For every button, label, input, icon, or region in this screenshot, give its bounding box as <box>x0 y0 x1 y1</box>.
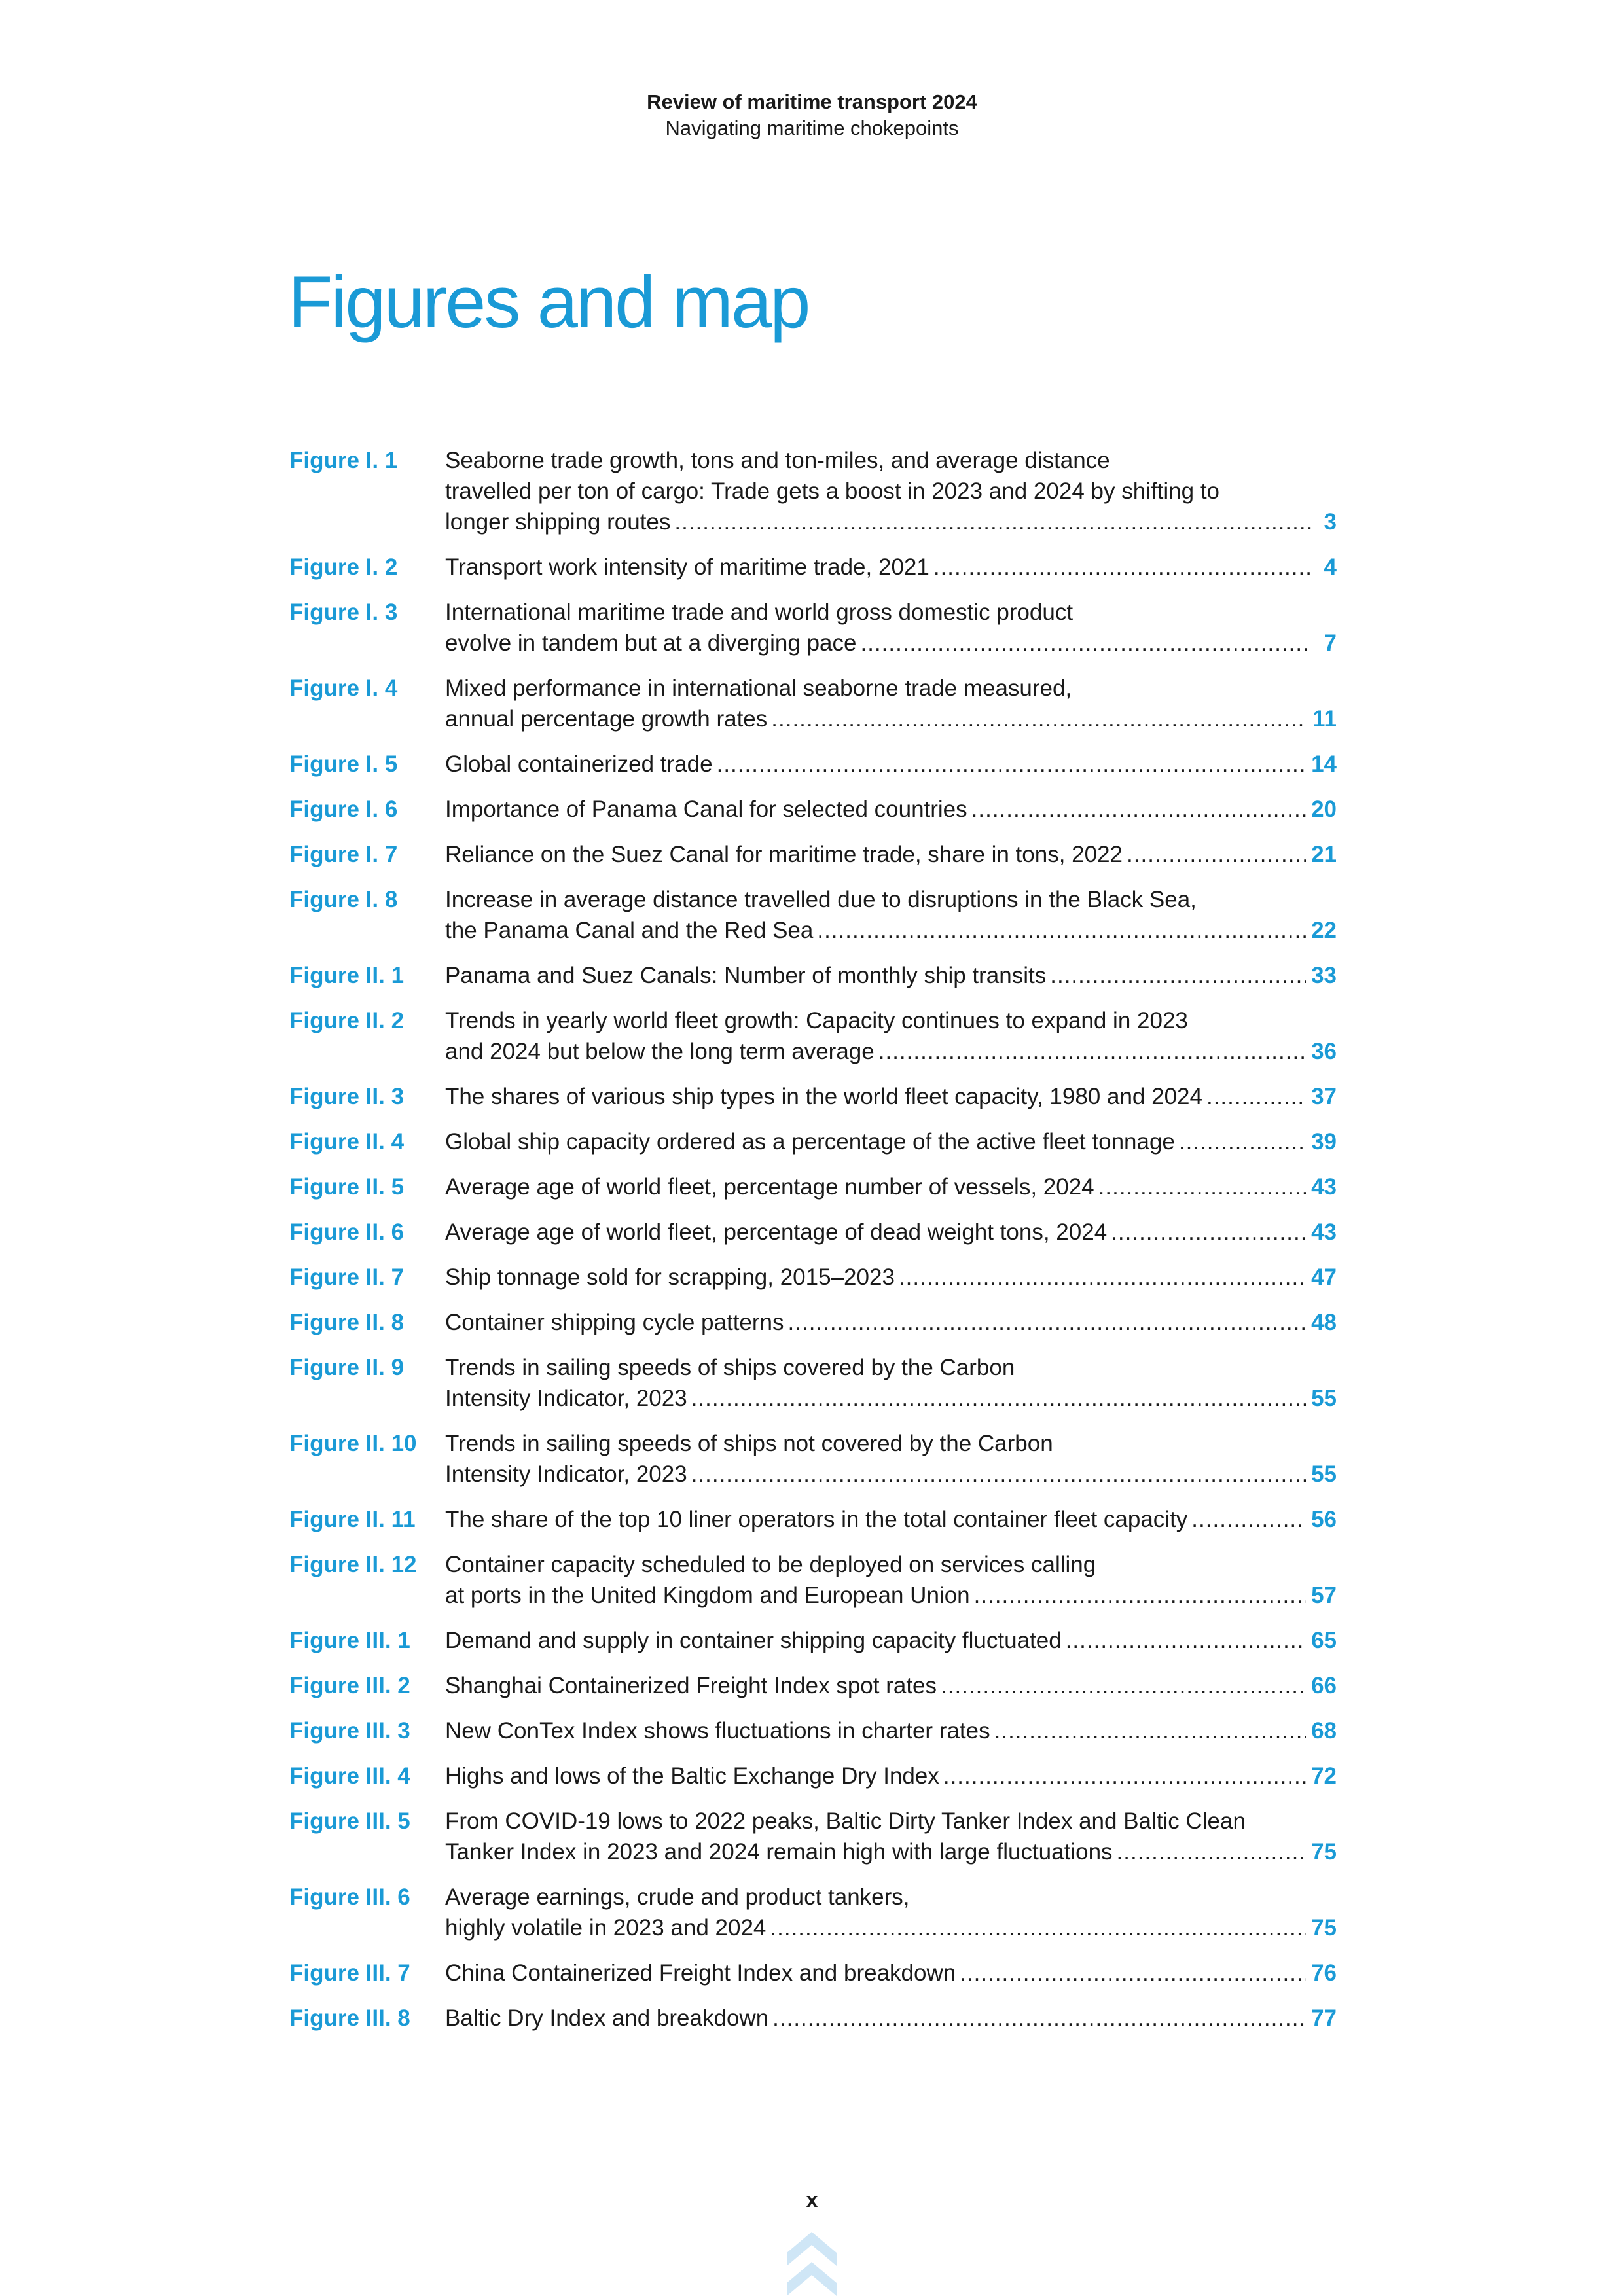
toc-entry[interactable] <box>289 1549 1337 1611</box>
page-reference[interactable]: 72 <box>1311 1763 1337 1789</box>
figure-title-line: Intensity Indicator, 2023 <box>445 1386 687 1411</box>
page-reference[interactable]: 65 <box>1311 1628 1337 1653</box>
page-reference[interactable]: 14 <box>1311 751 1337 777</box>
toc-entry[interactable] <box>289 749 1337 780</box>
dot-leader <box>788 1307 1307 1338</box>
figure-title-line: Seaborne trade growth, tons and ton-miles, and average distance <box>445 448 1110 473</box>
toc-entry[interactable] <box>289 1428 1337 1490</box>
figure-title-line: Highs and lows of the Baltic Exchange Dry Index <box>445 1763 939 1789</box>
figure-label: Figure III. 7 <box>289 1960 410 1986</box>
figure-label: Figure III. 4 <box>289 1763 410 1789</box>
dot-leader <box>674 507 1312 537</box>
figure-title-last-line <box>445 1504 1337 1535</box>
figure-title-last-line <box>445 628 1337 658</box>
figure-title-line: the Panama Canal and the Red Sea <box>445 918 814 943</box>
toc-entry[interactable] <box>289 1806 1337 1867</box>
figure-title <box>445 1081 1337 1112</box>
toc-entry[interactable] <box>289 2003 1337 2034</box>
figure-title-line: From COVID-19 lows to 2022 peaks, Baltic Dirty Tanker Index and Baltic Clean <box>445 1808 1246 1834</box>
toc-entry[interactable] <box>289 1172 1337 1202</box>
toc-entry[interactable] <box>289 597 1337 658</box>
page-title: Figures and map <box>288 261 809 343</box>
figure-title <box>445 1352 1337 1414</box>
figure-label: Figure III. 6 <box>289 1884 410 1910</box>
dot-leader <box>1179 1126 1306 1157</box>
page-number: x <box>806 2188 818 2212</box>
figure-title <box>445 1761 1337 1791</box>
figure-title-line: longer shipping routes <box>445 509 671 535</box>
figure-title-last-line <box>445 1383 1337 1414</box>
figure-title-line: New ConTex Index shows fluctuations in charter rates <box>445 1718 990 1744</box>
figure-title <box>445 2003 1337 2034</box>
figure-title-line: Trends in sailing speeds of ships not covered by the Carbon <box>445 1431 1053 1456</box>
figure-title-line: Global ship capacity ordered as a percentage of the active fleet tonnage <box>445 1129 1175 1155</box>
toc-entry[interactable] <box>289 673 1337 734</box>
dot-leader <box>1098 1172 1306 1202</box>
figure-label: Figure II. 3 <box>289 1084 405 1109</box>
page-reference[interactable]: 4 <box>1324 554 1337 580</box>
page-reference[interactable]: 55 <box>1311 1386 1337 1411</box>
figure-label: Figure III. 1 <box>289 1628 410 1653</box>
figure-title-line: and 2024 but below the long term average <box>445 1039 875 1064</box>
dot-leader <box>770 1912 1306 1943</box>
figure-title-line: Increase in average distance travelled due to disruptions in the Black Sea, <box>445 887 1197 912</box>
figure-label: Figure I. 1 <box>289 448 398 473</box>
page-reference[interactable]: 3 <box>1324 509 1337 535</box>
figure-title-line: Reliance on the Suez Canal for maritime trade, share in tons, 2022 <box>445 842 1123 867</box>
toc-entry[interactable] <box>289 1882 1337 1943</box>
figure-title-last-line <box>445 1459 1337 1490</box>
dot-leader <box>817 915 1306 946</box>
dot-leader <box>899 1262 1306 1293</box>
figure-title <box>445 1307 1337 1338</box>
figure-title-line: Demand and supply in container shipping capacity fluctuated <box>445 1628 1062 1653</box>
figure-title-line: Average earnings, crude and product tankers, <box>445 1884 910 1910</box>
running-header <box>0 89 1624 141</box>
dot-leader <box>1066 1625 1306 1656</box>
toc-entry[interactable] <box>289 1715 1337 1746</box>
dot-leader <box>691 1383 1306 1414</box>
figure-title <box>445 1549 1337 1611</box>
figure-title <box>445 597 1337 658</box>
figure-title-last-line <box>445 507 1337 537</box>
figure-title-line: Baltic Dry Index and breakdown <box>445 2005 769 2031</box>
toc-entry[interactable] <box>289 1081 1337 1112</box>
figure-title-last-line <box>445 749 1337 780</box>
page-reference[interactable]: 56 <box>1311 1507 1337 1532</box>
figure-title <box>445 1262 1337 1293</box>
chevron-up-lower <box>787 2262 837 2296</box>
figure-title-last-line <box>445 1081 1337 1112</box>
figure-label: Figure III. 2 <box>289 1673 410 1698</box>
page-reference[interactable]: 11 <box>1312 706 1337 732</box>
page-reference[interactable]: 57 <box>1311 1583 1337 1608</box>
figure-title-line: evolve in tandem but at a diverging pace <box>445 630 857 656</box>
figure-title <box>445 1882 1337 1943</box>
figure-title-line: at ports in the United Kingdom and European Union <box>445 1583 970 1608</box>
figure-title-last-line <box>445 704 1337 734</box>
figure-label: Figure II. 4 <box>289 1129 405 1155</box>
dot-leader <box>994 1715 1306 1746</box>
figure-title-last-line <box>445 552 1337 583</box>
figure-title <box>445 1715 1337 1746</box>
document-title: Review of maritime transport 2024 <box>647 90 977 113</box>
page-reference[interactable]: 22 <box>1311 918 1337 943</box>
toc-entry[interactable] <box>289 552 1337 583</box>
figure-title-line: Panama and Suez Canals: Number of monthly ship transits <box>445 963 1047 988</box>
page-reference[interactable]: 20 <box>1311 797 1337 822</box>
page-reference[interactable]: 75 <box>1311 1839 1337 1865</box>
figure-label: Figure II. 12 <box>289 1552 417 1577</box>
figure-title-line: China Containerized Freight Index and breakdown <box>445 1960 956 1986</box>
chevron-up-upper <box>787 2232 837 2266</box>
figure-title-line: International maritime trade and world gross domestic product <box>445 600 1074 625</box>
figure-title <box>445 749 1337 780</box>
figure-title-line: Importance of Panama Canal for selected countries <box>445 797 967 822</box>
dot-leader <box>1050 960 1306 991</box>
figure-title-last-line <box>445 1625 1337 1656</box>
figure-title <box>445 839 1337 870</box>
dot-leader <box>943 1761 1306 1791</box>
figure-title <box>445 1126 1337 1157</box>
dot-leader <box>1191 1504 1306 1535</box>
figure-title <box>445 445 1337 537</box>
dot-leader <box>772 2003 1306 2034</box>
figure-title-line: Global containerized trade <box>445 751 713 777</box>
figure-title-line: Trends in sailing speeds of ships covered by the Carbon <box>445 1355 1015 1380</box>
toc-entry[interactable] <box>289 960 1337 991</box>
dot-leader <box>860 628 1312 658</box>
figure-label: Figure I. 6 <box>289 797 398 822</box>
figure-title-line: Tanker Index in 2023 and 2024 remain high with large fluctuations <box>445 1839 1113 1865</box>
document-subtitle: Navigating maritime chokepoints <box>665 117 959 139</box>
page-reference[interactable]: 39 <box>1311 1129 1337 1155</box>
figure-title-line: highly volatile in 2023 and 2024 <box>445 1915 767 1941</box>
toc-entry[interactable] <box>289 1625 1337 1656</box>
dot-leader <box>771 704 1307 734</box>
page-reference[interactable]: 48 <box>1311 1310 1337 1335</box>
page-reference[interactable]: 43 <box>1311 1219 1337 1245</box>
figure-title-last-line <box>445 1715 1337 1746</box>
figure-label: Figure II. 2 <box>289 1008 405 1033</box>
figure-title-last-line <box>445 1761 1337 1791</box>
toc-entry[interactable] <box>289 1504 1337 1535</box>
figure-label: Figure II. 7 <box>289 1265 405 1290</box>
figure-title <box>445 1670 1337 1701</box>
figure-title-line: travelled per ton of cargo: Trade gets a boost in 2023 and 2024 by shifting to <box>445 478 1220 504</box>
dot-leader <box>960 1958 1306 1988</box>
figure-title <box>445 1504 1337 1535</box>
dot-leader <box>1117 1837 1307 1867</box>
figure-label: Figure II. 11 <box>289 1507 416 1532</box>
toc-entry[interactable] <box>289 1262 1337 1293</box>
toc-entry[interactable] <box>289 445 1337 537</box>
figure-title-last-line <box>445 1837 1337 1867</box>
figure-title-last-line <box>445 1307 1337 1338</box>
figure-title-last-line <box>445 1036 1337 1067</box>
figure-label: Figure III. 8 <box>289 2005 410 2031</box>
figure-title <box>445 1625 1337 1656</box>
figure-title-last-line <box>445 915 1337 946</box>
dot-leader <box>941 1670 1306 1701</box>
figure-title-last-line <box>445 839 1337 870</box>
figure-label: Figure II. 10 <box>289 1431 417 1456</box>
double-chevron-up-icon <box>787 2232 837 2296</box>
toc-entry[interactable] <box>289 884 1337 946</box>
page-reference[interactable]: 33 <box>1311 963 1337 988</box>
dot-leader <box>1127 839 1306 870</box>
figure-title-last-line <box>445 1958 1337 1988</box>
page-reference[interactable]: 55 <box>1311 1462 1337 1487</box>
figure-title <box>445 1428 1337 1490</box>
figure-label: Figure I. 3 <box>289 600 398 625</box>
figure-label: Figure I. 5 <box>289 751 398 777</box>
figure-label: Figure III. 5 <box>289 1808 410 1834</box>
figure-title <box>445 1005 1337 1067</box>
dot-leader <box>1206 1081 1306 1112</box>
figure-title <box>445 884 1337 946</box>
figure-title <box>445 552 1337 583</box>
dot-leader <box>971 794 1306 825</box>
figure-title-line: Trends in yearly world fleet growth: Capacity continues to expand in 2023 <box>445 1008 1188 1033</box>
figure-title <box>445 1806 1337 1867</box>
figure-label: Figure II. 9 <box>289 1355 405 1380</box>
figure-title-line: Transport work intensity of maritime trade, 2021 <box>445 554 929 580</box>
page-reference[interactable]: 36 <box>1311 1039 1337 1064</box>
figure-label: Figure II. 5 <box>289 1174 405 1200</box>
figure-label: Figure I. 4 <box>289 675 398 701</box>
figure-label: Figure I. 8 <box>289 887 398 912</box>
figure-title <box>445 1172 1337 1202</box>
page-reference[interactable]: 77 <box>1311 2005 1337 2031</box>
figure-title-line: Ship tonnage sold for scrapping, 2015–2023 <box>445 1265 895 1290</box>
figure-label: Figure I. 7 <box>289 842 398 867</box>
figure-title-last-line <box>445 1172 1337 1202</box>
figure-title <box>445 673 1337 734</box>
page-reference[interactable]: 68 <box>1311 1718 1337 1744</box>
figure-title <box>445 1217 1337 1247</box>
toc-entry[interactable] <box>289 839 1337 870</box>
toc-entry[interactable] <box>289 1005 1337 1067</box>
figures-list <box>289 445 1337 2048</box>
figure-label: Figure II. 8 <box>289 1310 405 1335</box>
figure-title-line: Container shipping cycle patterns <box>445 1310 784 1335</box>
toc-entry[interactable] <box>289 794 1337 825</box>
toc-entry[interactable] <box>289 1126 1337 1157</box>
figure-label: Figure III. 3 <box>289 1718 410 1744</box>
figure-title-last-line <box>445 794 1337 825</box>
toc-entry[interactable] <box>289 1670 1337 1701</box>
figure-title-line: The shares of various ship types in the world fleet capacity, 1980 and 2024 <box>445 1084 1202 1109</box>
page-reference[interactable]: 47 <box>1311 1265 1337 1290</box>
toc-entry[interactable] <box>289 1958 1337 1988</box>
dot-leader <box>717 749 1306 780</box>
figure-title-line: Average age of world fleet, percentage of dead weight tons, 2024 <box>445 1219 1108 1245</box>
figure-title-line: Intensity Indicator, 2023 <box>445 1462 687 1487</box>
toc-entry[interactable] <box>289 1307 1337 1338</box>
figure-title <box>445 1958 1337 1988</box>
figure-title-line: Shanghai Containerized Freight Index spot rates <box>445 1673 937 1698</box>
toc-entry[interactable] <box>289 1217 1337 1247</box>
figure-title-last-line <box>445 1262 1337 1293</box>
figure-title-line: The share of the top 10 liner operators in the total container fleet capacity <box>445 1507 1188 1532</box>
toc-entry[interactable] <box>289 1352 1337 1414</box>
figure-title-last-line <box>445 1580 1337 1611</box>
figure-title <box>445 794 1337 825</box>
page-reference[interactable]: 43 <box>1311 1174 1337 1200</box>
figure-title-last-line <box>445 1670 1337 1701</box>
page-reference[interactable]: 21 <box>1311 842 1337 867</box>
dot-leader <box>933 552 1312 583</box>
page-reference[interactable]: 37 <box>1311 1084 1337 1109</box>
dot-leader <box>878 1036 1306 1067</box>
figure-title-line: Average age of world fleet, percentage number of vessels, 2024 <box>445 1174 1094 1200</box>
dot-leader <box>974 1580 1306 1611</box>
dot-leader <box>1111 1217 1306 1247</box>
figure-title-last-line <box>445 1217 1337 1247</box>
page-reference[interactable]: 7 <box>1324 630 1337 656</box>
dot-leader <box>691 1459 1306 1490</box>
figure-title-last-line <box>445 1912 1337 1943</box>
page-reference[interactable]: 66 <box>1311 1673 1337 1698</box>
figure-title-last-line <box>445 960 1337 991</box>
figure-title-line: annual percentage growth rates <box>445 706 768 732</box>
figure-title-line: Mixed performance in international seaborne trade measured, <box>445 675 1072 701</box>
figure-label: Figure I. 2 <box>289 554 398 580</box>
page-reference[interactable]: 76 <box>1311 1960 1337 1986</box>
toc-entry[interactable] <box>289 1761 1337 1791</box>
figure-title-last-line <box>445 2003 1337 2034</box>
figure-title-last-line <box>445 1126 1337 1157</box>
figure-label: Figure II. 1 <box>289 963 405 988</box>
figure-label: Figure II. 6 <box>289 1219 405 1245</box>
page-reference[interactable]: 75 <box>1311 1915 1337 1941</box>
figure-title <box>445 960 1337 991</box>
figure-title-line: Container capacity scheduled to be deployed on services calling <box>445 1552 1096 1577</box>
